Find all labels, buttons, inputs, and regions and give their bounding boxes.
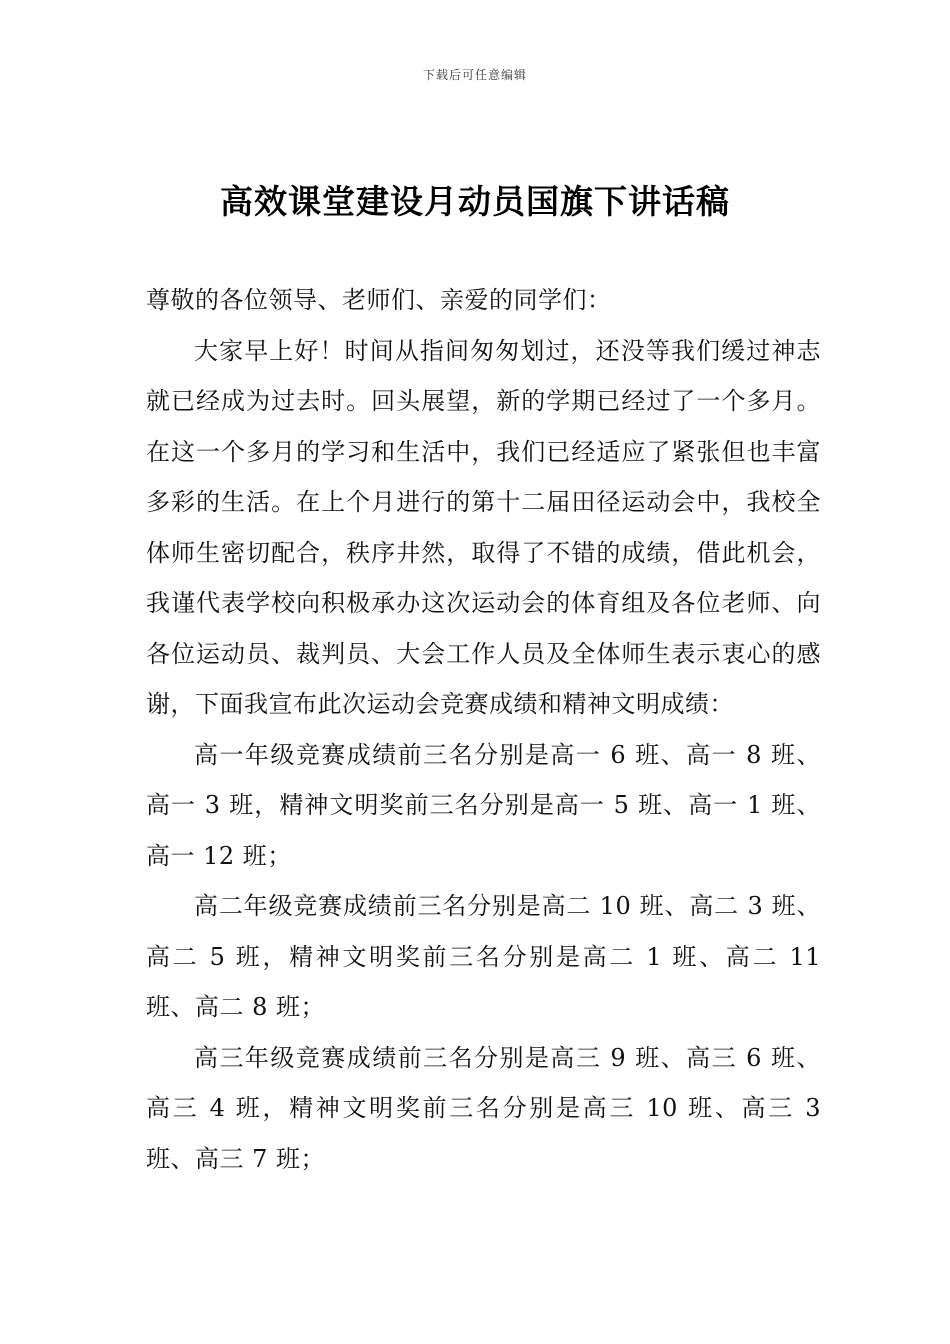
salutation: 尊敬的各位领导、老师们、亲爱的同学们：	[146, 286, 612, 314]
paragraph-grade-1-results: 高一年级竞赛成绩前三名分别是高一 6 班、高一 8 班、高一 3 班，精神文明奖前三名分别是高一 5 班、高一 1 班、高一 12 班；	[146, 740, 821, 870]
paragraph-intro: 大家早上好！时间从指间匆匆划过，还没等我们缓过神志就已经成为过去时。回头展望，新的学期已经过了一个多月。在这一个多月的学习和生活中，我们已经适应了紧张但也丰富多彩的生活。在上个月进行的第十二届田径运动会中，我校全体师生密切配合，秩序井然，取得了不错的成绩，借此机会，我谨代表学校向积极承办这次运动会的体育组及各位老师、向各位运动员、裁判员、大会工作人员及全体师生表示衷心的感谢，下面我宣布此次运动会竞赛成绩和精神文明成绩：	[146, 336, 821, 718]
paragraph-grade-3-results: 高三年级竞赛成绩前三名分别是高三 9 班、高三 6 班、高三 4 班，精神文明奖前三名分别是高三 10 班、高三 3 班、高三 7 班；	[146, 1043, 821, 1173]
paragraph-grade-2-results: 高二年级竞赛成绩前三名分别是高二 10 班、高二 3 班、高二 5 班，精神文明奖前三名分别是高二 1 班、高二 11 班、高二 8 班；	[146, 892, 821, 1021]
header-note: 下载后可任意编辑	[422, 68, 527, 82]
document-body	[146, 275, 821, 1184]
document-title: 高效课堂建设月动员国旗下讲话稿	[220, 182, 730, 221]
